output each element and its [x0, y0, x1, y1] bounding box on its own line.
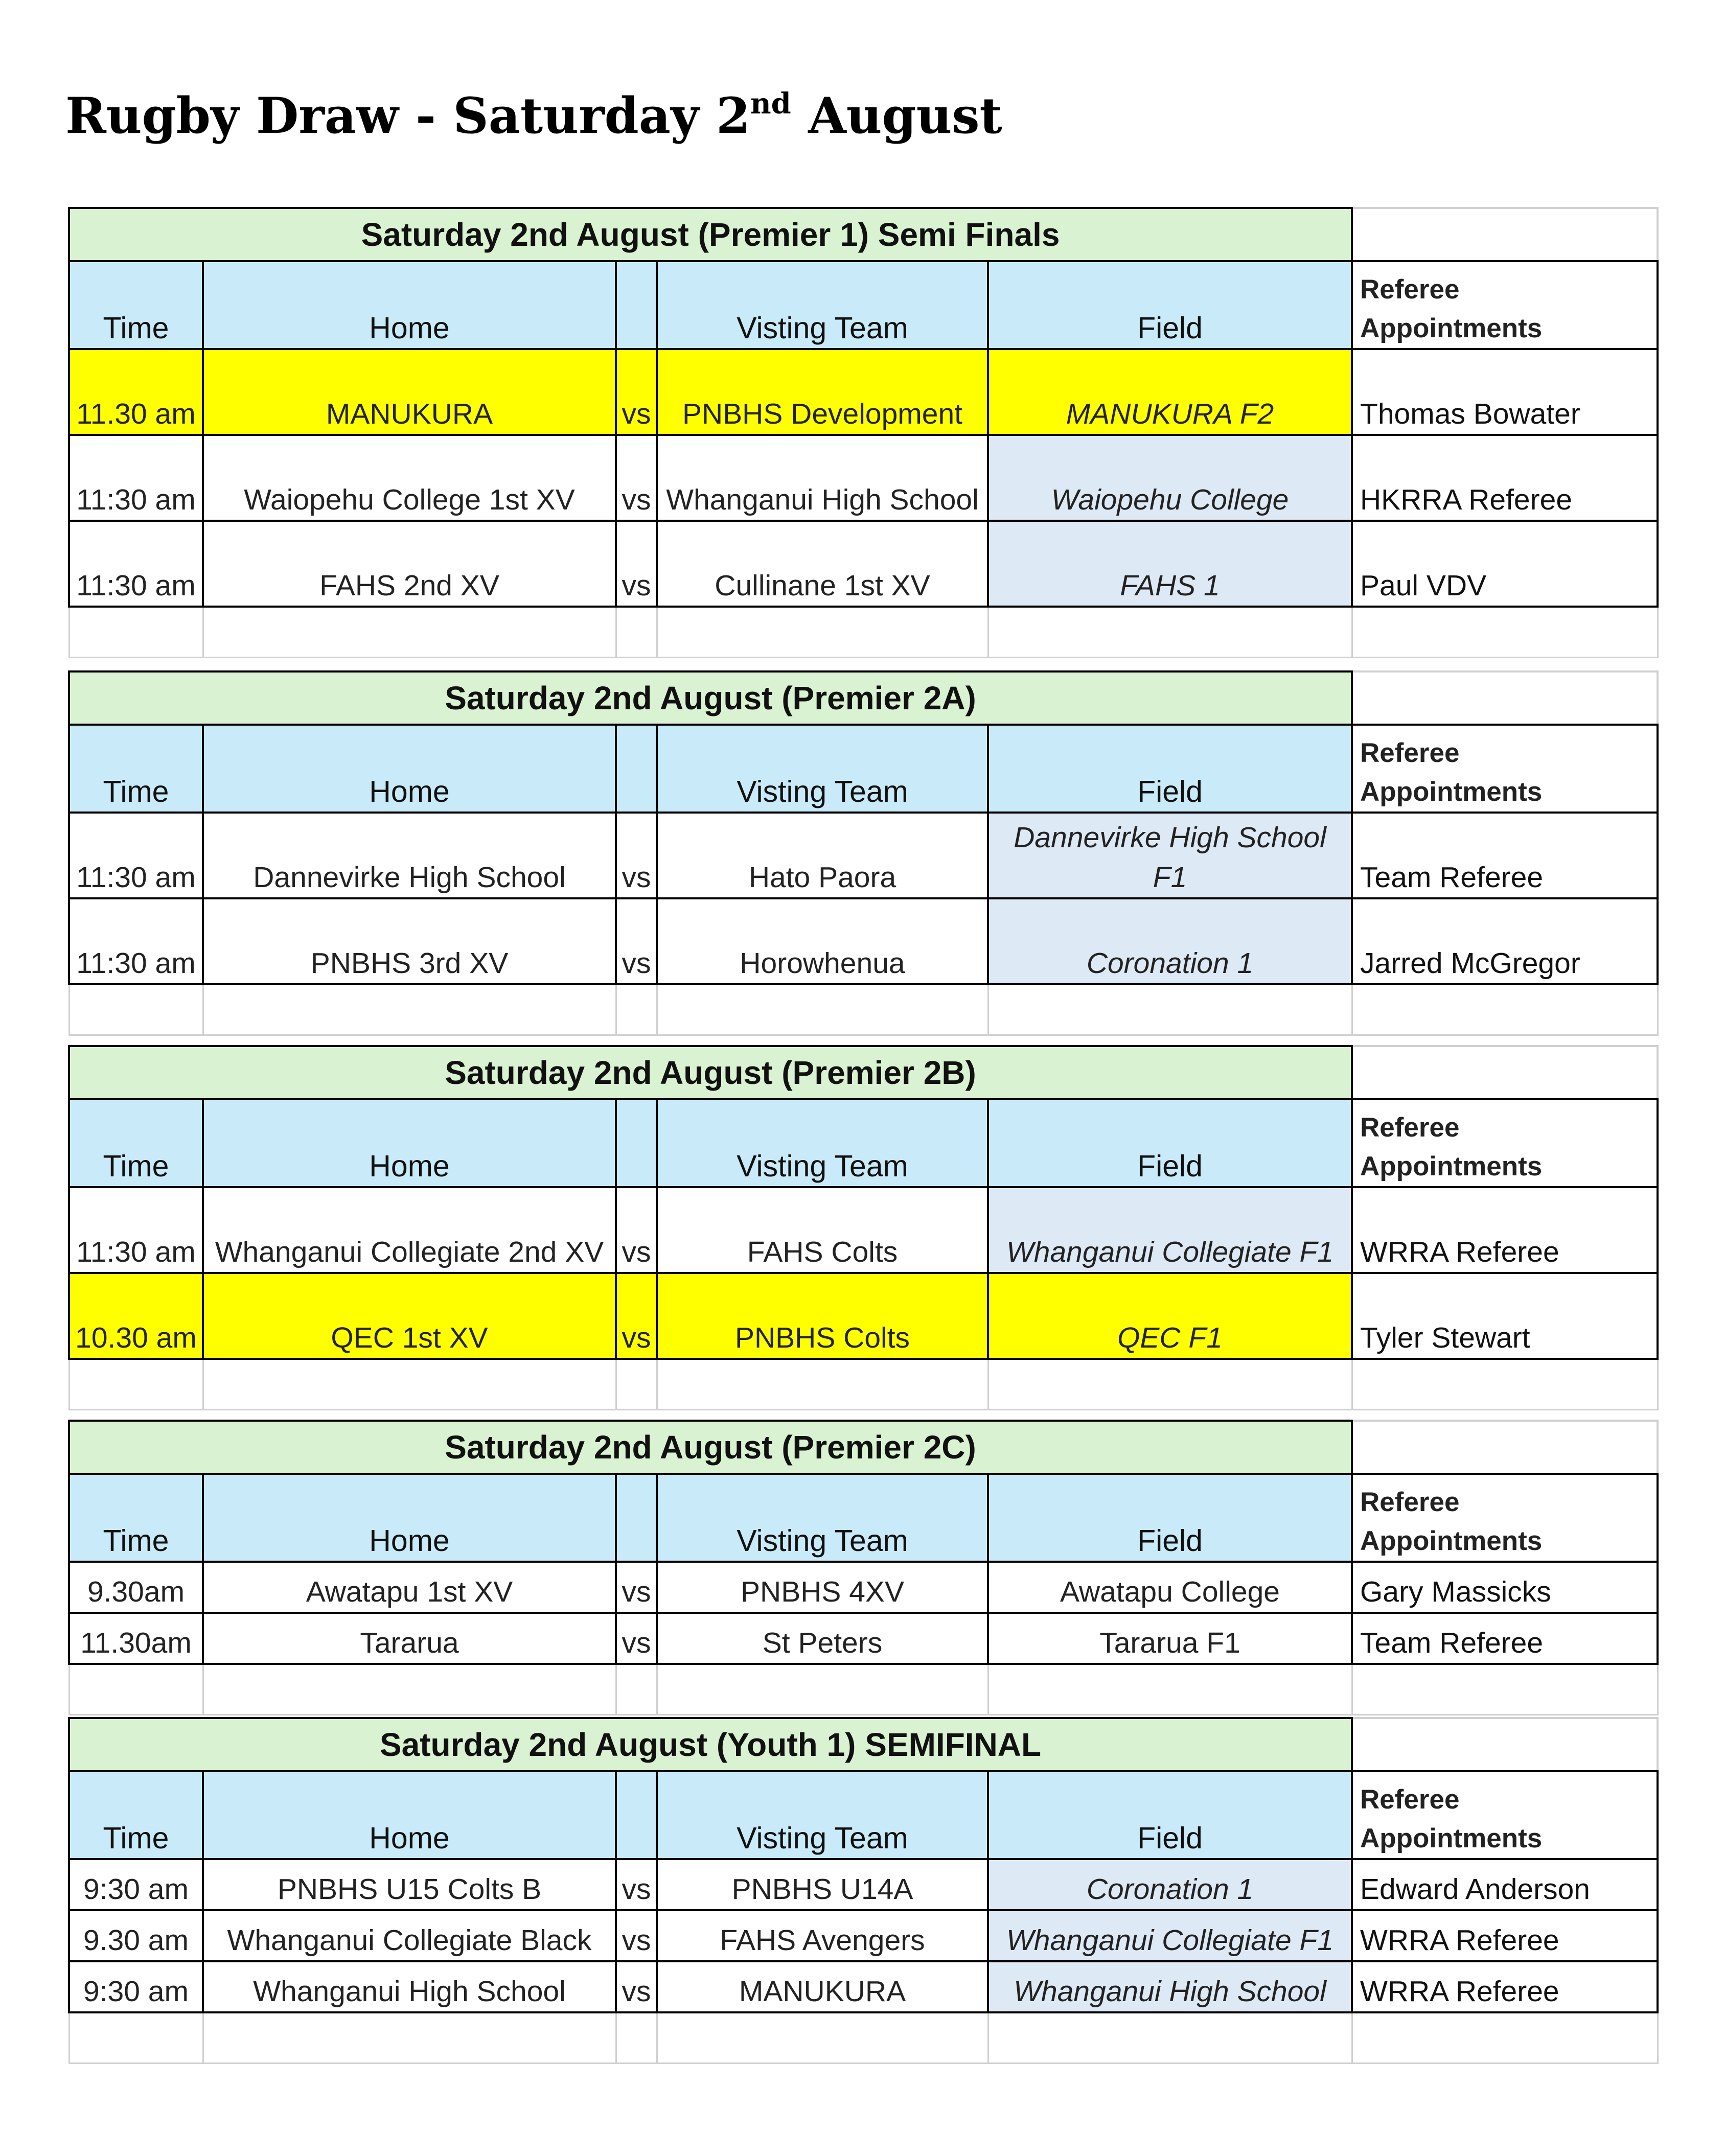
header-time: Time — [69, 725, 203, 813]
match-visiting: PNBHS U14A — [657, 1859, 988, 1910]
match-field: Whanganui Collegiate F1 — [988, 1187, 1352, 1273]
premier-2a-draw-table — [68, 670, 1657, 1036]
header-visiting: Visting Team — [657, 1771, 988, 1859]
match-vs: vs — [616, 435, 657, 521]
match-referee: Gary Massicks — [1352, 1562, 1658, 1613]
match-home: PNBHS U15 Colts B — [203, 1859, 616, 1910]
match-home: Whanganui Collegiate 2nd XV — [203, 1187, 616, 1273]
match-vs: vs — [616, 1187, 657, 1273]
match-referee: WRRA Referee — [1352, 1910, 1658, 1961]
match-vs: vs — [616, 1859, 657, 1910]
match-time: 9:30 am — [69, 1961, 203, 2012]
match-field: Coronation 1 — [988, 1859, 1352, 1910]
page-title: Rugby Draw - Saturday 2nd August — [65, 87, 1002, 145]
match-referee: Team Referee — [1352, 813, 1658, 898]
match-row — [69, 1613, 1658, 1664]
youth-1-draw-table — [68, 1717, 1657, 2064]
match-vs: vs — [616, 1273, 657, 1359]
section-title: Saturday 2nd August (Premier 1) Semi Finals — [69, 208, 1352, 261]
match-visiting: PNBHS Colts — [657, 1273, 988, 1359]
match-referee: HKRRA Referee — [1352, 435, 1658, 521]
match-vs: vs — [616, 813, 657, 898]
match-referee: WRRA Referee — [1352, 1961, 1658, 2012]
match-row — [69, 1562, 1658, 1613]
header-field: Field — [988, 1099, 1352, 1187]
header-time: Time — [69, 1771, 203, 1859]
match-referee: Team Referee — [1352, 1613, 1658, 1664]
header-field: Field — [988, 1474, 1352, 1562]
header-visiting: Visting Team — [657, 1099, 988, 1187]
header-referee: Referee Appointments — [1352, 1099, 1658, 1187]
match-field: Whanganui Collegiate F1 — [988, 1910, 1352, 1961]
match-visiting: MANUKURA — [657, 1961, 988, 2012]
match-vs: vs — [616, 1961, 657, 2012]
match-visiting: St Peters — [657, 1613, 988, 1664]
match-field: MANUKURA F2 — [988, 349, 1352, 435]
match-time: 10.30 am — [69, 1273, 203, 1359]
match-row — [69, 1961, 1658, 2012]
match-home: Tararua — [203, 1613, 616, 1664]
match-visiting: Hato Paora — [657, 813, 988, 898]
match-field: Coronation 1 — [988, 898, 1352, 984]
match-row — [69, 898, 1658, 984]
match-row — [69, 435, 1658, 521]
match-field: Whanganui High School — [988, 1961, 1352, 2012]
match-referee: Paul VDV — [1352, 521, 1658, 607]
header-time: Time — [69, 1474, 203, 1562]
header-time: Time — [69, 1099, 203, 1187]
match-row — [69, 1273, 1658, 1359]
header-time: Time — [69, 261, 203, 349]
match-time: 11:30 am — [69, 435, 203, 521]
match-referee: Tyler Stewart — [1352, 1273, 1658, 1359]
match-row — [69, 521, 1658, 607]
header-field: Field — [988, 725, 1352, 813]
match-home: Waiopehu College 1st XV — [203, 435, 616, 521]
header-referee: Referee Appointments — [1352, 1771, 1658, 1859]
match-field: Dannevirke High School F1 — [988, 813, 1352, 898]
match-home: Whanganui Collegiate Black — [203, 1910, 616, 1961]
header-home: Home — [203, 1099, 616, 1187]
section-title: Saturday 2nd August (Premier 2A) — [69, 671, 1352, 725]
match-field: Tararua F1 — [988, 1613, 1352, 1664]
header-home: Home — [203, 261, 616, 349]
match-home: Whanganui High School — [203, 1961, 616, 2012]
premier-1-draw-table — [68, 207, 1657, 658]
match-home: PNBHS 3rd XV — [203, 898, 616, 984]
header-field: Field — [988, 261, 1352, 349]
match-vs: vs — [616, 349, 657, 435]
match-row — [69, 1859, 1658, 1910]
match-referee: Jarred McGregor — [1352, 898, 1658, 984]
section-title: Saturday 2nd August (Premier 2B) — [69, 1046, 1352, 1099]
match-visiting: FAHS Avengers — [657, 1910, 988, 1961]
match-vs: vs — [616, 1613, 657, 1664]
match-time: 11:30 am — [69, 813, 203, 898]
header-field: Field — [988, 1771, 1352, 1859]
match-time: 11:30 am — [69, 1187, 203, 1273]
match-row — [69, 349, 1658, 435]
match-row — [69, 1187, 1658, 1273]
match-home: MANUKURA — [203, 349, 616, 435]
match-time: 9.30am — [69, 1562, 203, 1613]
match-row — [69, 1910, 1658, 1961]
match-visiting: Cullinane 1st XV — [657, 521, 988, 607]
match-visiting: Horowhenua — [657, 898, 988, 984]
header-home: Home — [203, 1474, 616, 1562]
header-home: Home — [203, 1771, 616, 1859]
match-home: Awatapu 1st XV — [203, 1562, 616, 1613]
header-home: Home — [203, 725, 616, 813]
header-visiting: Visting Team — [657, 1474, 988, 1562]
match-referee: Thomas Bowater — [1352, 349, 1658, 435]
match-row — [69, 813, 1658, 898]
match-vs: vs — [616, 1562, 657, 1613]
match-time: 9:30 am — [69, 1859, 203, 1910]
match-field: Waiopehu College — [988, 435, 1352, 521]
header-visiting: Visting Team — [657, 725, 988, 813]
match-time: 11:30 am — [69, 898, 203, 984]
match-referee: WRRA Referee — [1352, 1187, 1658, 1273]
header-visiting: Visting Team — [657, 261, 988, 349]
section-title: Saturday 2nd August (Premier 2C) — [69, 1421, 1352, 1474]
premier-2b-draw-table — [68, 1045, 1657, 1410]
section-title: Saturday 2nd August (Youth 1) SEMIFINAL — [69, 1718, 1352, 1771]
match-field: FAHS 1 — [988, 521, 1352, 607]
match-home: QEC 1st XV — [203, 1273, 616, 1359]
match-time: 9.30 am — [69, 1910, 203, 1961]
header-referee: Referee Appointments — [1352, 725, 1658, 813]
match-visiting: FAHS Colts — [657, 1187, 988, 1273]
match-time: 11:30 am — [69, 521, 203, 607]
match-referee: Edward Anderson — [1352, 1859, 1658, 1910]
header-referee: Referee Appointments — [1352, 1474, 1658, 1562]
match-visiting: PNBHS 4XV — [657, 1562, 988, 1613]
match-time: 11.30 am — [69, 349, 203, 435]
match-time: 11.30am — [69, 1613, 203, 1664]
match-visiting: Whanganui High School — [657, 435, 988, 521]
match-vs: vs — [616, 1910, 657, 1961]
match-home: FAHS 2nd XV — [203, 521, 616, 607]
match-field: QEC F1 — [988, 1273, 1352, 1359]
match-vs: vs — [616, 898, 657, 984]
match-vs: vs — [616, 521, 657, 607]
match-field: Awatapu College — [988, 1562, 1352, 1613]
premier-2c-draw-table — [68, 1420, 1657, 1715]
match-home: Dannevirke High School — [203, 813, 616, 898]
match-visiting: PNBHS Development — [657, 349, 988, 435]
header-referee: Referee Appointments — [1352, 261, 1658, 349]
